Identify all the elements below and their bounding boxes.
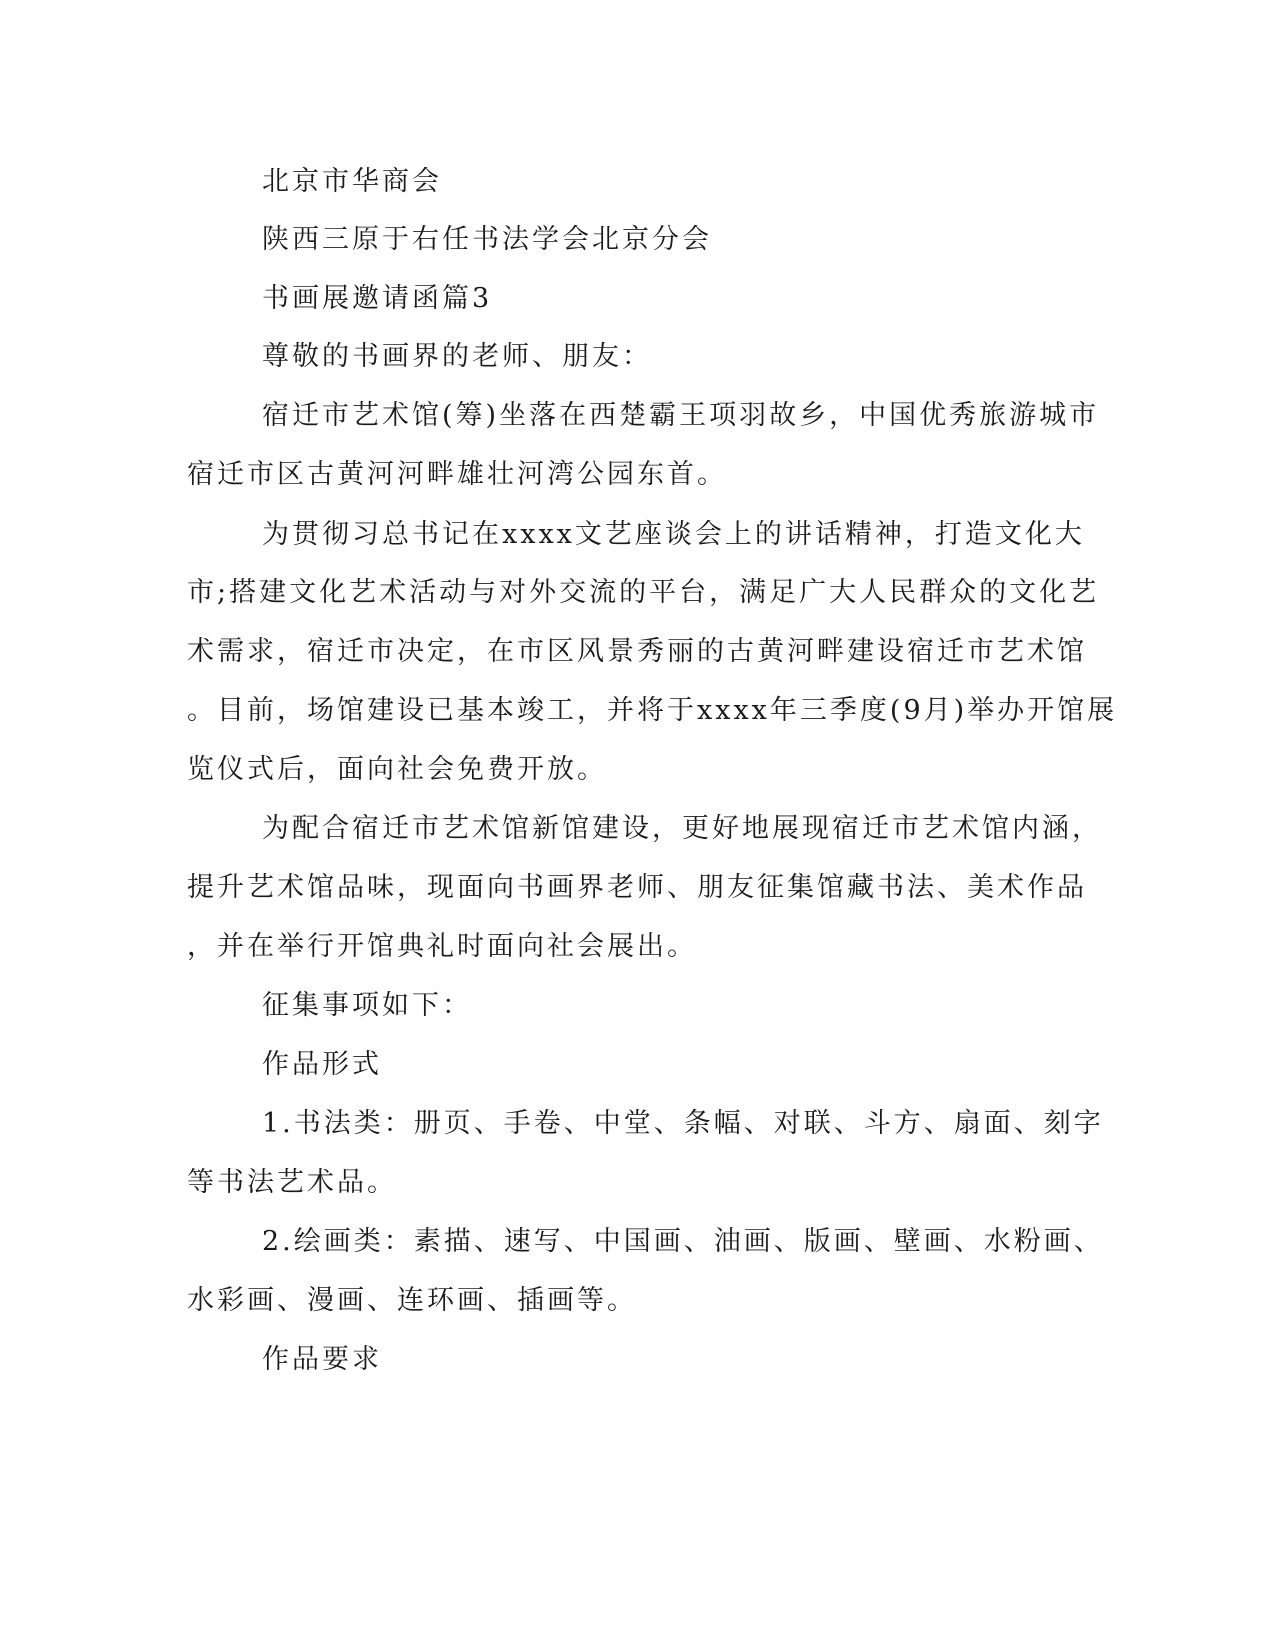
subheading-form: 作品形式 xyxy=(262,1049,382,1080)
item-2-line-2: 水彩画、漫画、连环画、插画等。 xyxy=(187,1285,637,1316)
paragraph-1-line-2: 宿迁市区古黄河河畔雄壮河湾公园东首。 xyxy=(187,459,727,490)
org-line-1: 北京市华商会 xyxy=(262,166,442,197)
org-line-2: 陕西三原于右任书法学会北京分会 xyxy=(262,224,712,255)
paragraph-2-line-2: 市;搭建文化艺术活动与对外交流的平台，满足广大人民群众的文化艺 xyxy=(187,577,1100,608)
paragraph-2-line-5: 览仪式后，面向社会免费开放。 xyxy=(187,754,607,785)
paragraph-3-line-2: 提升艺术馆品味，现面向书画界老师、朋友征集馆藏书法、美术作品 xyxy=(187,872,1087,903)
paragraph-2-line-1: 为贯彻习总书记在xxxx文艺座谈会上的讲话精神，打造文化大 xyxy=(262,519,1085,550)
subheading-requirements: 作品要求 xyxy=(262,1344,382,1375)
salutation: 尊敬的书画界的老师、朋友： xyxy=(262,341,652,372)
paragraph-3-line-3: ，并在举行开馆典礼时面向社会展出。 xyxy=(187,931,697,962)
item-2-line-1: 2.绘画类：素描、速写、中国画、油画、版画、壁画、水粉画、 xyxy=(262,1226,1104,1257)
item-1-line-2: 等书法艺术品。 xyxy=(187,1167,397,1198)
item-1-line-1: 1.书法类：册页、手卷、中堂、条幅、对联、斗方、扇面、刻字 xyxy=(262,1108,1104,1139)
collection-intro: 征集事项如下： xyxy=(262,990,472,1021)
section-heading: 书画展邀请函篇3 xyxy=(262,283,493,314)
paragraph-2-line-3: 术需求，宿迁市决定，在市区风景秀丽的古黄河畔建设宿迁市艺术馆 xyxy=(187,636,1087,667)
paragraph-2-line-4: 。目前，场馆建设已基本竣工，并将于xxxx年三季度(9月)举办开馆展 xyxy=(187,695,1118,726)
paragraph-3-line-1: 为配合宿迁市艺术馆新馆建设，更好地展现宿迁市艺术馆内涵， xyxy=(262,813,1102,844)
paragraph-1-line-1: 宿迁市艺术馆(筹)坐落在西楚霸王项羽故乡，中国优秀旅游城市 xyxy=(262,400,1100,431)
